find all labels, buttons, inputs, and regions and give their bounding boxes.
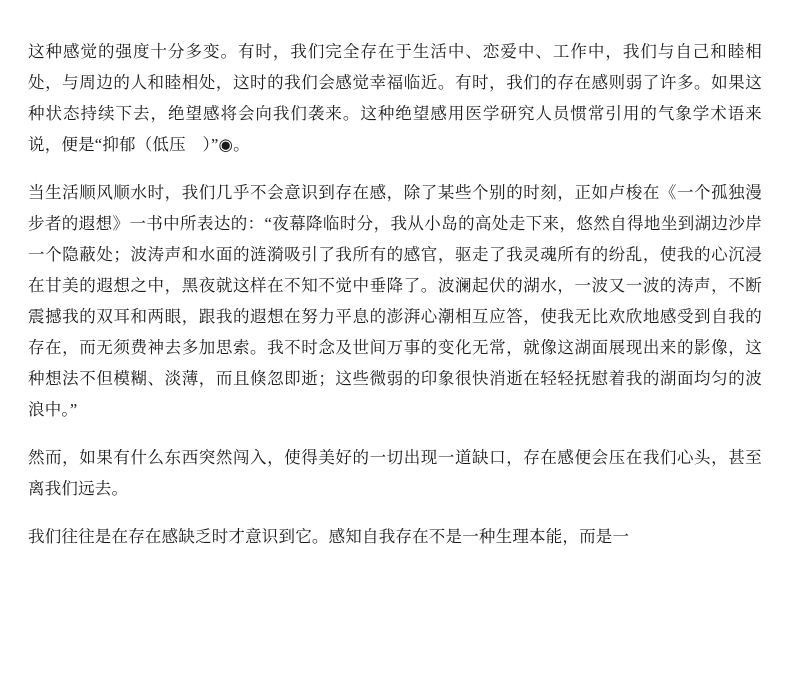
- paragraph-2: 当生活顺风顺水时，我们几乎不会意识到存在感，除了某些个别的时刻，正如卢梭在《一个孤独漫步者的遐想》一书中所表达的：“夜幕降临时分，我从小岛的高处走下来，悠然自得地坐到湖边沙岸一个隐蔽处；波涛声和水面的涟漪吸引了我所有的感官，驱走了我灵魂所有的纷乱，使我的心沉浸在甘美的遐想之中，黑夜就这样在不知不觉中垂降了。波澜起伏的湖水，一波又一波的涛声，不断震撼我的双耳和两眼，跟我的遐想在努力平息的澎湃心潮相互应答，使我无比欢欣地感受到自我的存在，而无须费神去多加思索。我不时念及世间万事的变化无常，就像这湖面展现出来的影像，这种想法不但模糊、淡薄，而且倏忽即逝；这些微弱的印象很快消逝在轻轻抚慰着我的湖面均匀的波浪中。”: [28, 183, 762, 419]
- paragraph-3: 然而，如果有什么东西突然闯入，使得美好的一切出现一道缺口，存在感便会压在我们心头，甚至离我们远去。: [28, 448, 762, 498]
- paragraph-1: 这种感觉的强度十分多变。有时，我们完全存在于生活中、恋爱中、工作中，我们与自己和睦相处，与周边的人和睦相处，这时的我们会感觉幸福临近。有时，我们的存在感则弱了许多。如果这种状态持续下去，绝望感将会向我们袭来。这种绝望感用医学研究人员惯常引用的气象学术语来说，便是“抑郁（低压 ）”◉。: [28, 42, 762, 154]
- paragraph-4: 我们往往是在存在感缺乏时才意识到它。感知自我存在不是一种生理本能，而是一: [28, 527, 630, 546]
- document-body: [28, 36, 762, 552]
